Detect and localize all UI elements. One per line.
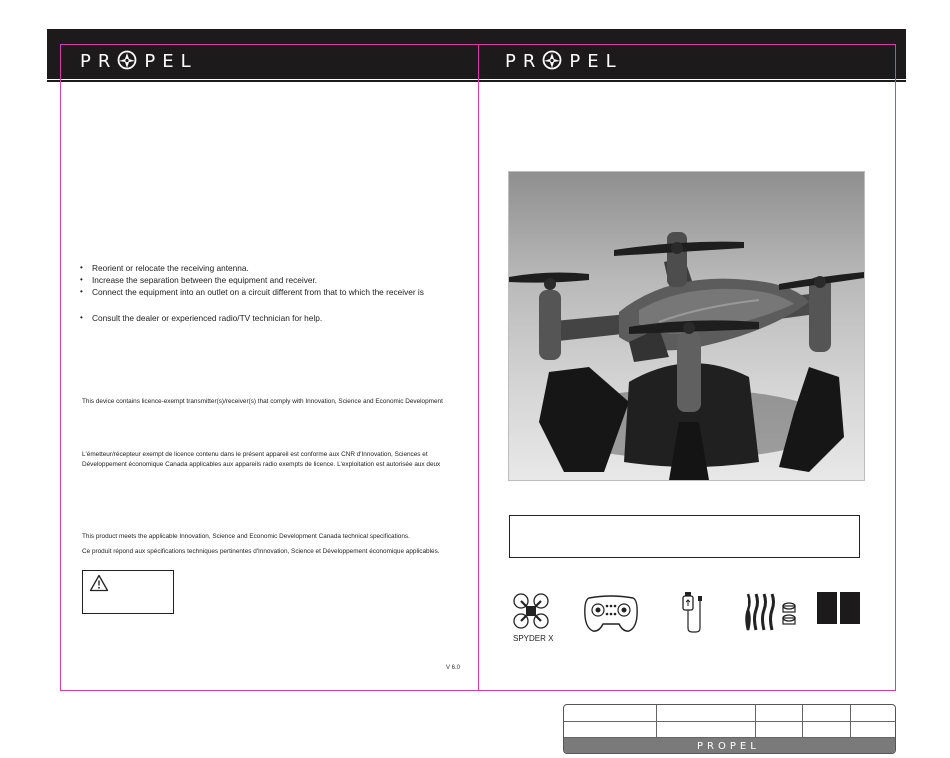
warning-triangle-icon	[89, 574, 109, 592]
trim-line-left	[60, 44, 61, 690]
ised-statement-fr-line2: Développement économique Canada applicables aux appareils radio exempts de licence. L'exploitation est autorisée aux deux	[82, 461, 441, 468]
brand-logo-right: PR PEL	[505, 51, 623, 72]
list-item: • Connect the equipment into an outlet on a circuit different from that to which the receiver is	[80, 286, 460, 298]
spare-propellers-icon	[744, 592, 800, 632]
remote-control-icon	[583, 594, 639, 634]
table-divider	[850, 705, 851, 738]
interference-remedies-list	[80, 262, 460, 324]
warning-box	[82, 570, 174, 614]
trim-line-right	[895, 44, 896, 690]
drone-icon	[509, 172, 864, 480]
table-row	[564, 721, 895, 738]
table-divider	[802, 705, 803, 738]
description-box	[509, 515, 860, 558]
table-row	[564, 705, 895, 722]
propeller-logo-icon	[117, 50, 137, 70]
spec-statement-fr: Ce produit répond aux spécifications techniques pertinentes d'Innovation, Science et Développement économique applicables.	[82, 548, 440, 555]
list-item: • Consult the dealer or experienced radio/TV technician for help.	[80, 312, 460, 324]
ised-statement-en: This device contains licence-exempt transmitter(s)/receiver(s) that comply with Innovation, Science and Economic Development	[82, 398, 443, 405]
brand-logo-left: PR PEL	[80, 51, 198, 72]
table-brand-label: PROPEL	[697, 741, 760, 752]
trim-line-center	[478, 44, 479, 690]
battery-pack-icon	[816, 591, 862, 625]
list-item: • Reorient or relocate the receiving antenna.	[80, 262, 460, 274]
propeller-logo-icon	[542, 50, 562, 70]
version-label: V 6.0	[446, 665, 461, 671]
usb-charging-cable-icon	[678, 590, 706, 634]
list-item: • Increase the separation between the equipment and receiver.	[80, 274, 460, 286]
drone-product-photo	[508, 171, 865, 481]
product-name-label: SPYDER X	[513, 634, 554, 643]
header-underline	[47, 80, 906, 82]
table-divider	[755, 705, 756, 738]
ised-statement-fr-line1: L'émetteur/récepteur exempt de licence contenu dans le présent appareil est conforme aux CNR d'Innovation, Sciences et	[82, 451, 428, 458]
drone-icon	[512, 592, 550, 630]
trim-line-bottom	[60, 690, 896, 691]
table-divider	[656, 705, 657, 738]
spec-statement-en: This product meets the applicable Innovation, Science and Economic Development Canada technical specifications.	[82, 533, 410, 540]
